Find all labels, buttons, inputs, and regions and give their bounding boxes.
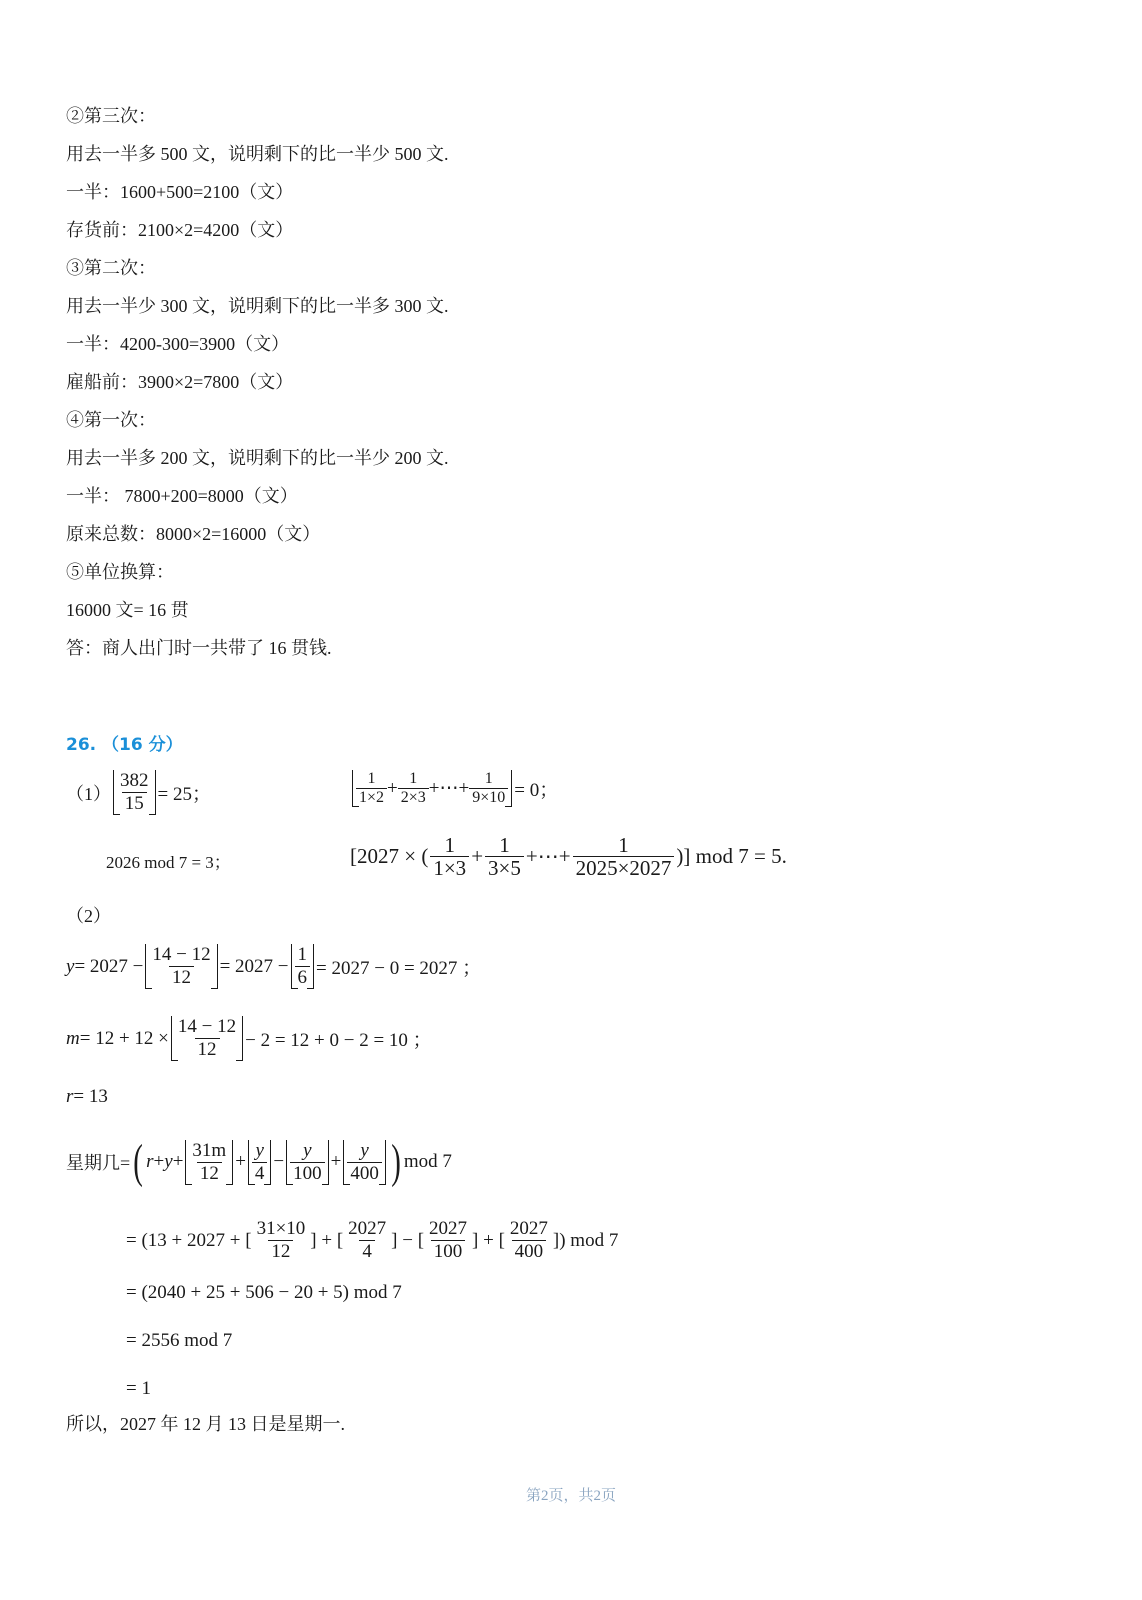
fraction: $\frac{1}{6}$ xyxy=(295,944,311,989)
question-26-heading: 26. （16 分） xyxy=(66,735,183,755)
step-heading-second: ③第二次： xyxy=(66,258,156,278)
step-text: 用去一半多 500 文，说明剩下的比一半少 500 文. xyxy=(66,144,449,164)
fraction: $\frac{1}{3\times 5}$ xyxy=(485,834,524,879)
step-heading-third: ②第三次： xyxy=(66,106,156,126)
conclusion-text: 所以，2027 年 12 月 13 日是星期一. xyxy=(66,1414,345,1434)
fraction: $\frac{y}{400}$ xyxy=(347,1140,382,1185)
floor-bracket xyxy=(291,944,315,989)
floor-bracket xyxy=(286,1140,329,1185)
fraction: $\frac{1}{1\times 2}$ xyxy=(356,770,387,807)
fraction: $\frac{14 - 12}{12}$ xyxy=(177,1016,237,1060)
part2-y-equation: y = 2027 − $\frac{14 - 12}{12}$ = 2027 − $\frac{1}{6}$ = 2027 − 0 = 2027 ； xyxy=(66,944,482,988)
step-calc: 雇船前：3900×2=7800（文） xyxy=(66,372,294,392)
step-text: 用去一半少 300 文，说明剩下的比一半多 300 文. xyxy=(66,296,449,316)
fraction: $\frac{14 - 12}{12}$ xyxy=(152,944,211,988)
part1-eq2: $\frac{1}{1\times 2}$ + $\frac{1}{2\times 3}$ +⋯+ $\frac{1}{9\times 10}$ = 0； xyxy=(350,770,558,807)
fraction: $\frac{2027}{400}$ xyxy=(509,1218,548,1262)
fraction: $\frac{y}{4}$ xyxy=(252,1140,268,1185)
part1-label: （1） xyxy=(66,783,111,804)
part1-eq1: （1） $\frac{382}{15}$ = 25； xyxy=(66,770,211,814)
fraction: $\frac{31m}{12}$ xyxy=(192,1139,227,1184)
step-heading-first: ④第一次： xyxy=(66,410,156,430)
step-calc: 原来总数：8000×2=16000（文） xyxy=(66,524,321,544)
part2-weekday-formula: 星期几= ( r + y + $\frac{31m}{12}$ + $\frac{y}{4}$ − $\frac{y}{100}$ + $\frac{y}{400}$ ) mod 7 xyxy=(66,1135,452,1188)
floor-bracket xyxy=(145,944,217,989)
part2-step2: = (2040 + 25 + 506 − 20 + 5) mod 7 xyxy=(126,1282,402,1303)
fraction: $\frac{31\times 10}{12}$ xyxy=(256,1218,306,1262)
fraction: $\frac{1}{1\times 3}$ xyxy=(430,834,469,879)
fraction: $\frac{1}{9\times 10}$ xyxy=(469,770,508,807)
part1-eq3: 2026 mod 7 = 3； xyxy=(106,853,231,872)
floor-bracket xyxy=(113,770,156,815)
fraction: $\frac{1}{2\times 3}$ xyxy=(398,770,429,807)
step-calc: 一半：4200-300=3900（文） xyxy=(66,334,290,354)
part1-eq4: [2027 × ( $\frac{1}{1\times 3}$ + $\frac{1}{3\times 5}$ +⋯+ $\frac{1}{2025\times 2027}$ )] mod 7 = 5. xyxy=(350,833,787,880)
part2-step4: = 1 xyxy=(126,1378,151,1399)
answer-text: 答：商人出门时一共带了 16 贯钱. xyxy=(66,638,332,658)
fraction: $\frac{2027}{100}$ xyxy=(429,1218,468,1262)
floor-bracket xyxy=(185,1140,233,1185)
floor-bracket: $\frac{1}{1\times 2}$ + $\frac{1}{2\times 3}$ +⋯+ $\frac{1}{9\times 10}$ xyxy=(352,770,512,807)
step-calc: 存货前：2100×2=4200（文） xyxy=(66,220,294,240)
floor-bracket xyxy=(343,1140,386,1185)
part2-label: （2） xyxy=(66,906,111,926)
floor-bracket xyxy=(248,1140,272,1185)
step-text: 用去一半多 200 文，说明剩下的比一半少 200 文. xyxy=(66,448,449,468)
fraction: $\frac{2027}{4}$ xyxy=(348,1218,387,1262)
step-calc: 一半： 7800+200=8000（文） xyxy=(66,486,298,506)
page-number-footer: 第2页，共2页 xyxy=(525,1488,616,1504)
fraction: $\frac{y}{100}$ xyxy=(290,1140,325,1185)
fraction: $\frac{1}{2025\times 2027}$ xyxy=(573,834,675,879)
fraction: $\frac{382}{15}$ xyxy=(120,770,149,814)
part2-r-equation: r = 13 xyxy=(66,1086,108,1107)
step-heading-unit: ⑤单位换算： xyxy=(66,562,174,582)
floor-bracket xyxy=(171,1016,243,1061)
part2-step1: = (13 + 2027 + [ $\frac{31\times 10}{12}$ ] + [ $\frac{2027}{4}$ ] − [ $\frac{2027}{100}$ ] + [ $\frac{2027}{400}$ ]) mod 7 xyxy=(126,1218,619,1262)
step-calc: 16000 文= 16 贯 xyxy=(66,600,189,620)
part2-step3: = 2556 mod 7 xyxy=(126,1330,233,1351)
part2-m-equation: m = 12 + 12 × $\frac{14 - 12}{12}$ − 2 = 12 + 0 − 2 = 10 ； xyxy=(66,1016,432,1060)
step-calc: 一半：1600+500=2100（文） xyxy=(66,182,294,202)
